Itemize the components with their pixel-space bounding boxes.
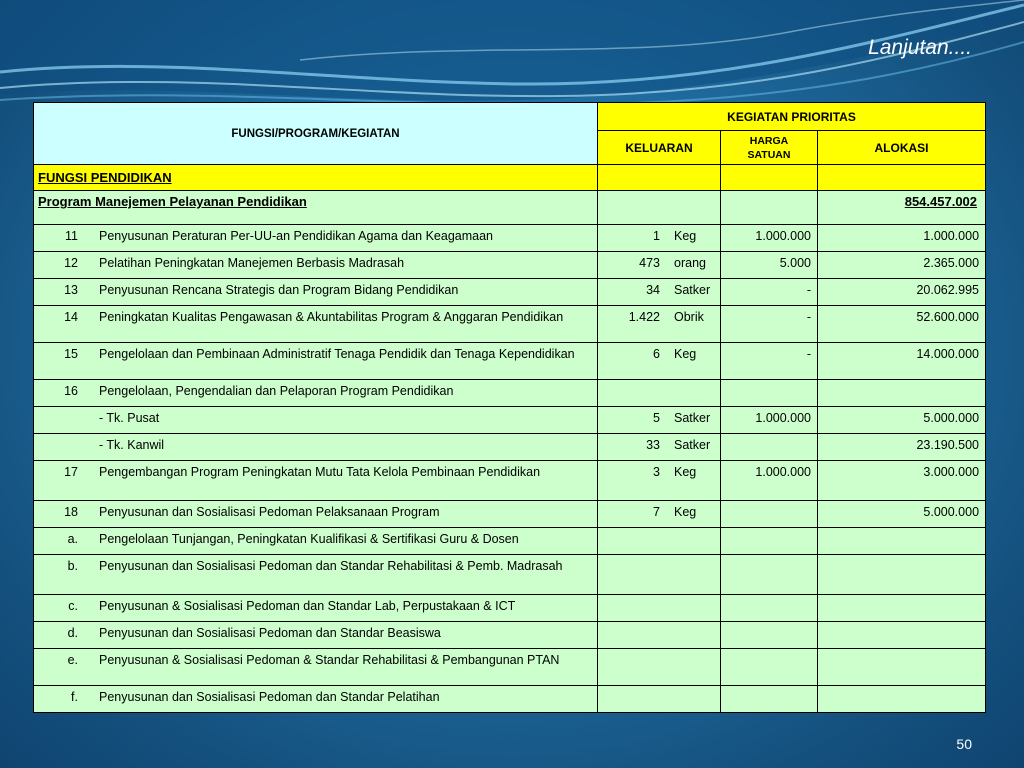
row-alokasi: 5.000.000 xyxy=(923,505,980,519)
row-number xyxy=(34,410,99,427)
row-number: a. xyxy=(67,532,78,546)
row-quantity: 473 xyxy=(639,256,660,270)
table-row xyxy=(34,279,986,306)
row-harga-satuan xyxy=(721,434,817,439)
row-alokasi: 1.000.000 xyxy=(923,229,980,243)
row-description: - Tk. Pusat xyxy=(99,411,160,425)
row-description: Pelatihan Peningkatan Manejemen Berbasis Madrasah xyxy=(99,256,405,270)
row-quantity: 34 xyxy=(646,283,660,297)
table-row xyxy=(34,343,986,380)
row-alokasi xyxy=(818,595,985,600)
row-number: 17 xyxy=(64,465,78,479)
row-description: Pengelolaan Tunjangan, Peningkatan Kualifikasi & Sertifikasi Guru & Dosen xyxy=(99,532,519,546)
row-unit: orang xyxy=(674,256,706,270)
row-quantity: 5 xyxy=(653,411,660,425)
header-harga-satuan xyxy=(721,131,818,165)
row-alokasi: 52.600.000 xyxy=(916,310,980,324)
table-row xyxy=(34,595,986,622)
header-kegiatan-prioritas: KEGIATAN PRIORITAS xyxy=(598,103,986,131)
table-row xyxy=(34,686,986,713)
row-description: - Tk. Kanwil xyxy=(99,438,165,452)
header-keluaran: KELUARAN xyxy=(598,131,721,165)
fungsi-label: FUNGSI PENDIDIKAN xyxy=(38,170,172,185)
table-row xyxy=(34,461,986,501)
program-alokasi: 854.457.002 xyxy=(904,194,978,209)
row-unit: Keg xyxy=(674,229,697,243)
row-description: Penyusunan & Sosialisasi Pedoman & Standar Rehabilitasi & Pembangunan PTAN xyxy=(99,653,560,667)
row-unit: Keg xyxy=(674,465,697,479)
row-harga-satuan xyxy=(721,686,817,691)
row-number: 11 xyxy=(65,229,78,243)
row-harga-satuan xyxy=(721,528,817,533)
row-description: Penyusunan dan Sosialisasi Pedoman dan Standar Pelatihan xyxy=(99,690,440,704)
row-quantity: 6 xyxy=(653,347,660,361)
fungsi-row xyxy=(34,165,986,191)
row-quantity: 7 xyxy=(653,505,660,519)
row-alokasi xyxy=(818,649,985,654)
row-description: Penyusunan Rencana Strategis dan Program Bidang Pendidikan xyxy=(99,283,459,297)
header-program: FUNGSI/PROGRAM/KEGIATAN xyxy=(34,103,598,165)
row-alokasi xyxy=(818,555,985,560)
row-description: Penyusunan dan Sosialisasi Pedoman dan Standar Rehabilitasi & Pemb. Madrasah xyxy=(99,559,563,573)
row-harga-satuan xyxy=(721,649,817,654)
row-number xyxy=(34,437,99,454)
row-description: Pengelolaan dan Pembinaan Administratif Tenaga Pendidik dan Tenaga Kependidikan xyxy=(99,347,575,361)
program-name: Program Manejemen Pelayanan Pendidikan xyxy=(38,194,307,209)
row-number: 13 xyxy=(64,283,78,297)
row-number: b. xyxy=(67,559,78,573)
row-number: e. xyxy=(67,653,78,667)
table-row xyxy=(34,622,986,649)
table-row xyxy=(34,555,986,595)
row-number: d. xyxy=(67,626,78,640)
row-quantity: 3 xyxy=(653,465,660,479)
header-harga-line2: SATUAN xyxy=(747,148,791,161)
row-number: 15 xyxy=(64,347,78,361)
row-number: f. xyxy=(71,690,78,704)
table-row xyxy=(34,252,986,279)
row-harga-satuan xyxy=(721,555,817,560)
row-number: 12 xyxy=(64,256,78,270)
row-harga-satuan: - xyxy=(806,347,811,361)
program-row xyxy=(34,191,986,225)
row-unit: Obrik xyxy=(674,310,704,324)
row-quantity: 33 xyxy=(646,438,660,452)
row-number: 18 xyxy=(64,505,78,519)
row-harga-satuan: - xyxy=(806,283,811,297)
table-row xyxy=(34,434,986,461)
header-harga-line1: HARGA xyxy=(749,134,789,147)
row-harga-satuan xyxy=(721,622,817,627)
row-harga-satuan xyxy=(721,595,817,600)
row-number: 16 xyxy=(64,384,78,398)
row-alokasi xyxy=(818,686,985,691)
row-alokasi: 20.062.995 xyxy=(916,283,980,297)
row-description: Penyusunan & Sosialisasi Pedoman dan Standar Lab, Perpustakaan & ICT xyxy=(99,599,516,613)
row-alokasi xyxy=(818,622,985,627)
row-number: 14 xyxy=(64,310,78,324)
row-description: Pengelolaan, Pengendalian dan Pelaporan Program Pendidikan xyxy=(99,384,454,398)
row-quantity: 1 xyxy=(653,229,660,243)
row-description: Penyusunan Peraturan Per-UU-an Pendidikan Agama dan Keagamaan xyxy=(99,229,494,243)
table-row xyxy=(34,649,986,686)
table-row xyxy=(34,306,986,343)
row-alokasi: 2.365.000 xyxy=(923,256,980,270)
table-row xyxy=(34,380,986,407)
row-alokasi: 23.190.500 xyxy=(916,438,980,452)
row-alokasi: 3.000.000 xyxy=(923,465,980,479)
slide-number: 50 xyxy=(956,736,972,752)
row-unit: Satker xyxy=(674,411,711,425)
row-alokasi xyxy=(818,380,985,385)
row-alokasi: 14.000.000 xyxy=(916,347,980,361)
row-description: Pengembangan Program Peningkatan Mutu Tata Kelola Pembinaan Pendidikan xyxy=(99,465,541,479)
priority-activities-table xyxy=(33,102,986,713)
header-alokasi: ALOKASI xyxy=(818,131,986,165)
row-description: Penyusunan dan Sosialisasi Pedoman Pelaksanaan Program xyxy=(99,505,440,519)
row-harga-satuan: 1.000.000 xyxy=(755,465,811,479)
row-alokasi xyxy=(818,528,985,533)
row-description: Peningkatan Kualitas Pengawasan & Akuntabilitas Program & Anggaran Pendidikan xyxy=(99,310,564,324)
row-unit: Keg xyxy=(674,505,697,519)
row-unit: Satker xyxy=(674,283,711,297)
row-harga-satuan: 5.000 xyxy=(779,256,811,270)
table-row xyxy=(34,528,986,555)
row-harga-satuan: 1.000.000 xyxy=(755,411,811,425)
table-row xyxy=(34,225,986,252)
row-unit: Keg xyxy=(674,347,697,361)
row-harga-satuan: 1.000.000 xyxy=(755,229,811,243)
row-description: Penyusunan dan Sosialisasi Pedoman dan Standar Beasiswa xyxy=(99,626,441,640)
table-row xyxy=(34,407,986,434)
slide-heading: Lanjutan.... xyxy=(868,36,972,59)
row-harga-satuan xyxy=(721,380,817,385)
row-unit: Satker xyxy=(674,438,711,452)
row-number: c. xyxy=(68,599,78,613)
row-harga-satuan: - xyxy=(806,310,811,324)
row-alokasi: 5.000.000 xyxy=(923,411,980,425)
row-harga-satuan xyxy=(721,501,817,506)
table-row xyxy=(34,501,986,528)
row-quantity: 1.422 xyxy=(628,310,660,324)
